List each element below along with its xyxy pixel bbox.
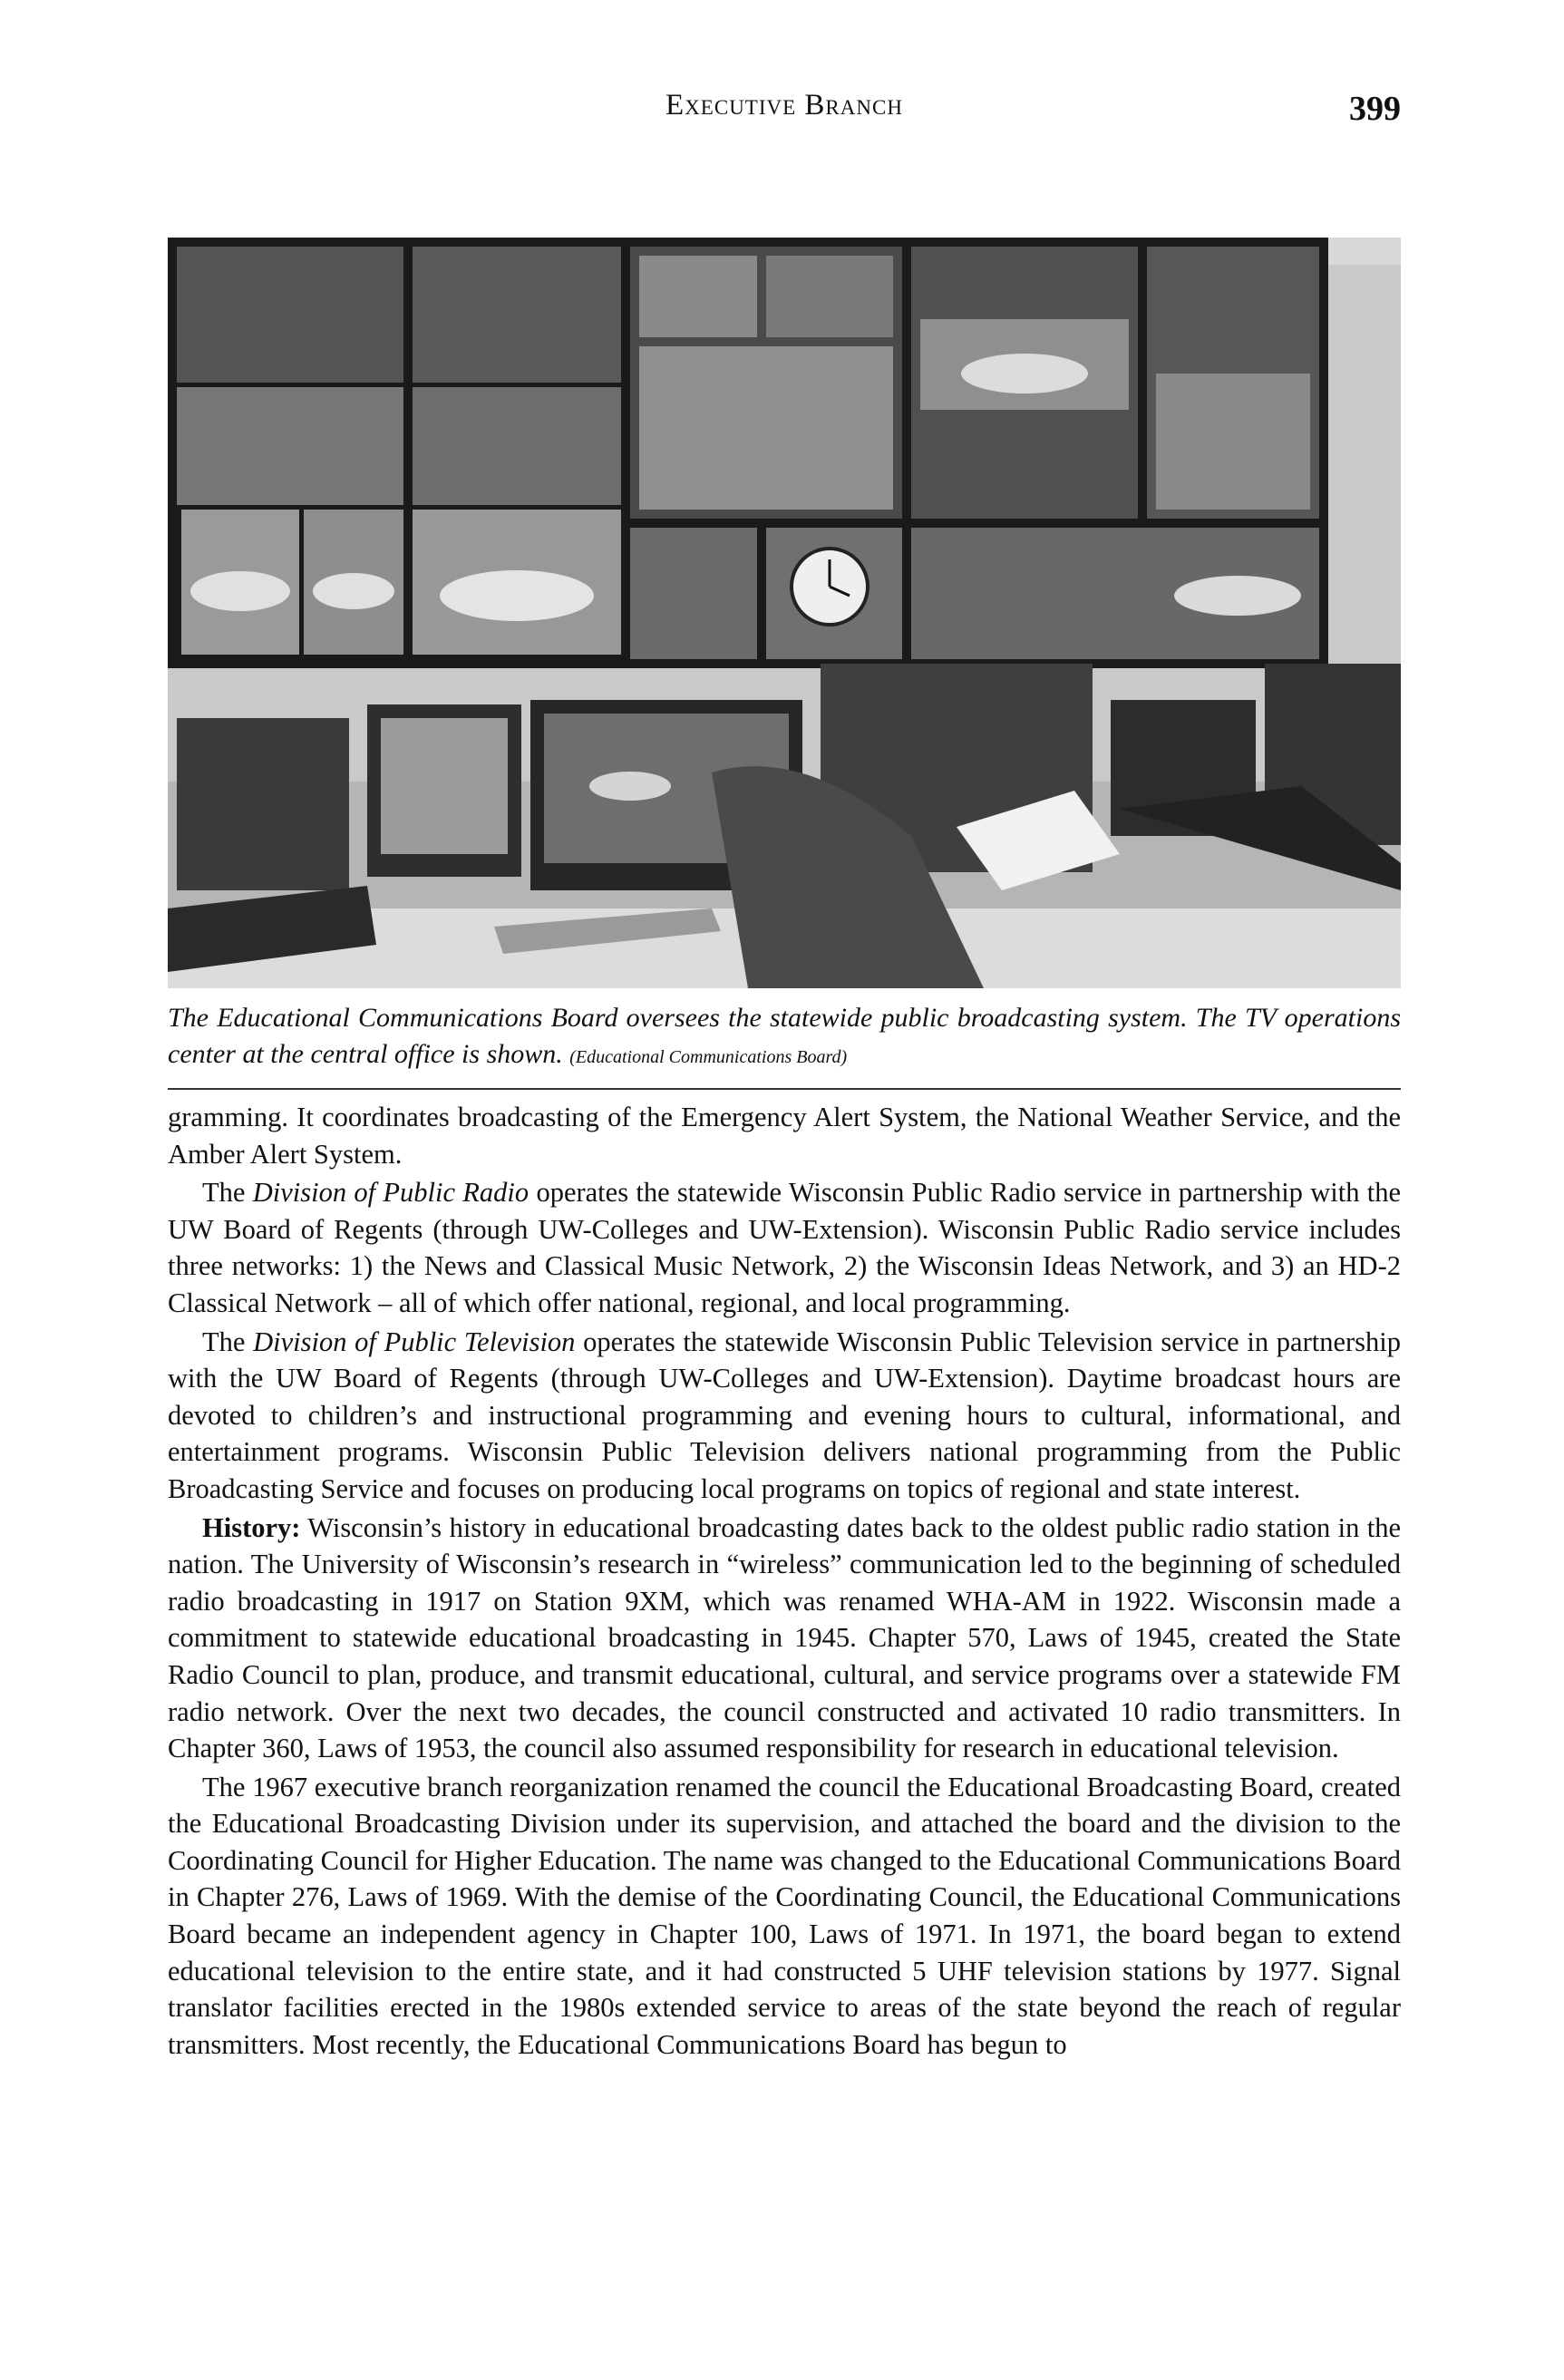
- caption-credit: (Educational Communications Board): [569, 1047, 848, 1067]
- p3-rest: operates the statewide Wisconsin Public Television service in partnership with the UW Board of Regents (through UW-Colleges and UW-Extension). Daytime broadcast hours are devoted to children’s and instructional programming and evening hours to cultural, informational, and entertainment programs. Wisconsin Public Television delivers national programming from the Public Broadcasting Service and focuses on producing local programs on topics of regional and state interest.: [168, 1326, 1401, 1504]
- operations-center-photo: [168, 238, 1401, 988]
- p2-lead: The: [202, 1177, 253, 1209]
- p2-rest: operates the statewide Wisconsin Public Radio service in partnership with the UW Board of Regents (through UW-Colleges and UW-Extension). Wisconsin Public Radio service includes three networks: 1) the News and Classical Music Network, 2) the Wisconsin Ideas Network, and 3) an HD-2 Classical Network – all of which offer national, regional, and local programming.: [168, 1177, 1401, 1318]
- figure-caption: [168, 1000, 1401, 1075]
- paragraph-5: The 1967 executive branch reorganization renamed the council the Educational Broadcasting Board, created the Educational Broadcasting Division under its supervision, and attached the board and the division to the Coordinating Council for Higher Education. The name was changed to the Educational Communications Board in Chapter 276, Laws of 1969. With the demise of the Coordinating Council, the Educational Communications Board became an independent agency in Chapter 100, Laws of 1971. In 1971, the board began to extend educational television to the entire state, and it had constructed 5 UHF television stations by 1977. Signal translator facilities erected in the 1980s extended service to areas of the state beyond the reach of regular transmitters. Most recently, the Educational Communications Board has begun to: [168, 1771, 1401, 2060]
- history-text: Wisconsin’s history in educational broadcasting dates back to the oldest public radio station in the nation. The University of Wisconsin’s research in “wireless” communication led to the beginning of scheduled radio broadcasting in 1917 on Station 9XM, which was renamed WHA-AM in 1922. Wisconsin made a commitment to statewide educational broadcasting in 1945. Chapter 570, Laws of 1945, created the State Radio Council to plan, produce, and transmit educational, cultural, and service programs over a statewide FM radio network. Over the next two decades, the council constructed and activated 10 radio transmitters. In Chapter 360, Laws of 1953, the council also assumed responsibility for research in educational television.: [168, 1511, 1401, 1764]
- caption-divider: [168, 1088, 1401, 1090]
- division-public-television: Division of Public Television: [253, 1326, 576, 1357]
- paragraph-3: [168, 1324, 1401, 1508]
- p3-lead: The: [202, 1326, 254, 1357]
- paragraph-1: gramming. It coordinates broadcasting of the Emergency Alert System, the National Weather Service, and the Amber Alert System.: [168, 1102, 1401, 1170]
- paragraph-history: [168, 1510, 1401, 1767]
- running-head: Executive Branch: [665, 89, 903, 121]
- page-number: 399: [1349, 90, 1401, 128]
- page-header: [168, 89, 1401, 143]
- division-public-radio: Division of Public Radio: [252, 1177, 529, 1209]
- paragraph-2: [168, 1174, 1401, 1321]
- caption-text: The Educational Communications Board oversees the statewide public broadcasting system. The TV operations center at the central office is shown.: [168, 1003, 1401, 1069]
- body-text: [168, 1099, 1401, 2064]
- history-heading: History:: [202, 1511, 301, 1543]
